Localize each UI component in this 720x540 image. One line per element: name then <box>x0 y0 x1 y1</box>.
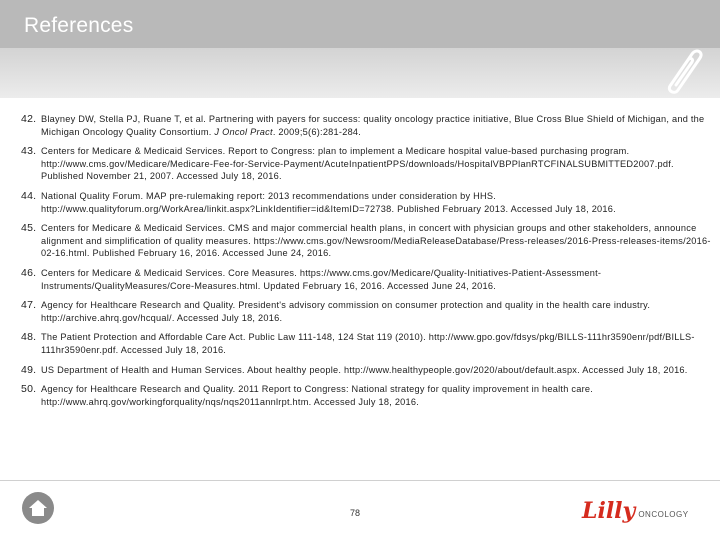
reference-item <box>21 383 711 408</box>
reference-item <box>21 145 711 183</box>
reference-number: 50. <box>21 383 37 396</box>
reference-item <box>21 299 711 324</box>
paperclip-icon <box>656 40 706 98</box>
header-bar <box>0 0 720 98</box>
brand-subtitle: ONCOLOGY <box>638 510 689 519</box>
reference-item <box>21 113 711 138</box>
reference-item <box>21 222 711 260</box>
reference-item <box>21 364 711 377</box>
brand-wordmark: Lilly <box>582 498 636 524</box>
reference-number: 44. <box>21 189 37 202</box>
reference-item <box>21 190 711 215</box>
reference-item <box>21 267 711 292</box>
reference-number: 48. <box>21 331 37 344</box>
reference-number: 45. <box>21 222 37 235</box>
home-button[interactable] <box>22 492 54 524</box>
reference-text: Centers for Medicare & Medicaid Services. Report to Congress: plan to implement a Medicare hospital value-based purchasing program. http://www.cms.gov/Medicare/Medicare-Fee-for-Service-Payment/AcuteInpatientPPS/downloads/HospitalVBPPlanRTCFINALSUBMITTED2007.pdf. Published November 21, 2007. Accessed July 18, 2016. <box>41 146 674 182</box>
reference-text: The Patient Protection and Affordable Care Act. Public Law 111-148, 124 Stat 119 (2010). http://www.gpo.gov/fdsys/pkg/BILLS-111hr3590enr/pdf/BILLS-111hr3590enr.pdf. Accessed July 18, 2016. <box>41 332 695 355</box>
reference-number: 46. <box>21 266 37 279</box>
journal-name: J Oncol Pract <box>214 126 273 137</box>
reference-number: 42. <box>21 113 37 125</box>
reference-text: Agency for Healthcare Research and Quality. President's advisory commission on consumer protection and quality in the health care industry. http://archive.ahrq.gov/hcqual/. Accessed July 18, 2016. <box>41 300 651 323</box>
reference-text: Centers for Medicare & Medicaid Services. CMS and major commercial health plans, in concert with physician groups and other stakeholders, announce alignment and simplification of quality measures. https://www.cms.gov/Newsroom/MediaReleaseDatabase/Press-releases/2016-Press-releases-items/2016-02-16.html. Published February 16, 2016. Accessed June 24, 2016. <box>41 223 711 259</box>
footer-divider <box>0 480 720 481</box>
page-number: 78 <box>350 508 361 518</box>
reference-number: 49. <box>21 363 37 376</box>
reference-text: Centers for Medicare & Medicaid Services. Core Measures. https://www.cms.gov/Medicare/Quality-Initiatives-Patient-Assessment-Instruments/QualityMeasures/Core-Measures.html. Updated February 16, 2016. Accessed June 24, 2016. <box>41 267 602 291</box>
page-title: References <box>24 14 134 37</box>
reference-item <box>21 331 711 356</box>
home-icon <box>28 498 48 518</box>
reference-text: Agency for Healthcare Research and Quality. 2011 Report to Congress: National strategy for quality improvement in health care. http://www.ahrq.gov/workingforquality/nqs/nqs2011annlrpt.htm. Accessed July 18, 2016. <box>41 384 594 407</box>
reference-text: Blayney DW, Stella PJ, Ruane T, et al. Partnering with payers for success: quality oncology practice initiative, Blue Cross Blue Shield of Michigan, and the Michigan Oncology Quality Consortium. J Oncol Pract. 2009;5(6):281-284. <box>41 114 705 137</box>
reference-text: US Department of Health and Human Services. About healthy people. http://www.healthypeople.gov/2020/about/default.aspx. Accessed July 18, 2016. <box>41 364 688 375</box>
reference-text: National Quality Forum. MAP pre-rulemaking report: 2013 recommendations under consideration by HHS. http://www.qualityforum.org/WorkArea/linkit.aspx?LinkIdentifier=id&ItemID=72738. Published February 2013. Accessed July 18, 2016. <box>41 190 616 214</box>
brand-logo <box>582 492 689 524</box>
reference-number: 43. <box>21 145 37 158</box>
reference-list <box>21 113 711 415</box>
reference-number: 47. <box>21 299 37 312</box>
